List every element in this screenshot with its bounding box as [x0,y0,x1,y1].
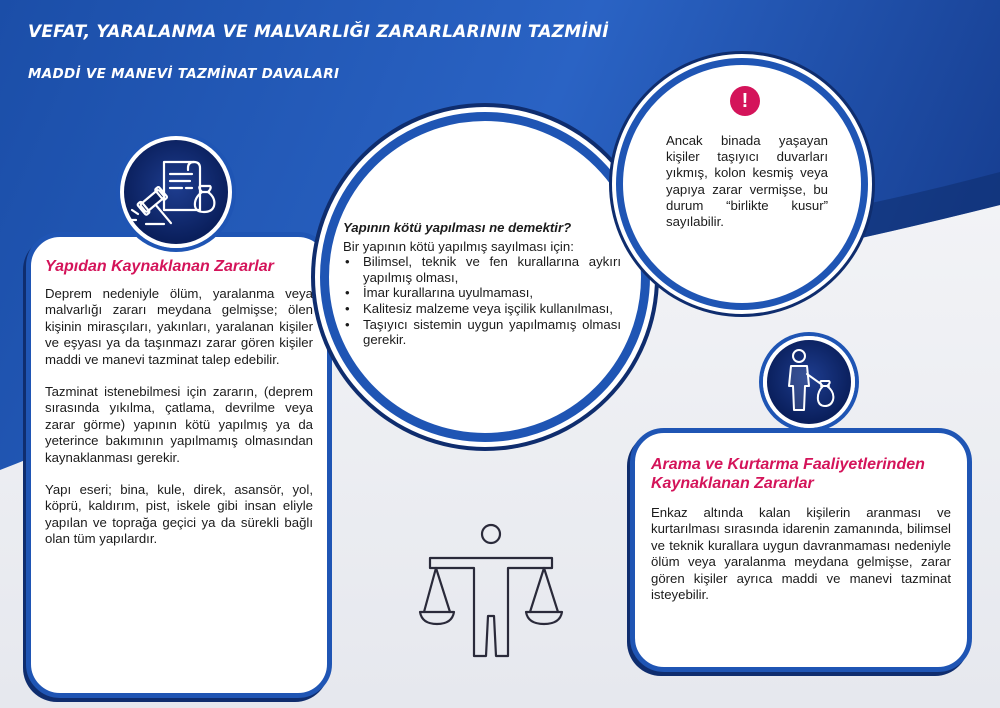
gavel-document-moneybag-icon [120,136,232,248]
right-card-heading: Arama ve Kurtarma Faaliyetlerinden Kaynaklanan Zararlar [651,456,925,492]
left-card-paragraph: Deprem nedeniyle ölüm, yaralanma veya malvarlığı zararı meydana gelmişse; ölen kişinin mirasçıları, yakınları, yaralanan kişiler ve eşyası ya da taşınmazı zarar gören kişiler maddi ve manevi tazminat talep edebilir. [45,286,313,367]
center-list [343,254,621,348]
list-item: • Kalitesiz malzeme veya işçilik kullanılması, [343,301,621,317]
exclamation-icon: ! [730,86,760,116]
left-info-card [26,232,332,698]
list-item: • İmar kurallarına uyulmaması, [343,285,621,301]
right-card-body: Enkaz altında kalan kişilerin aranması ve kurtarılması sırasında idarenin zamanında, bilimsel ve teknik kurallara uygun davranmaması nedeniyle ölüm veya yaralanma meydana gelmişse, zarar gören kişiler ayrıca maddi ve manevi tazminat isteyebilir. [651,505,951,603]
person-balance-scale-icon [416,520,566,660]
left-card-paragraph: Tazminat istenebilmesi için zararın, (deprem sırasında yıkılma, çatlama, devrilme veya zarar görme) yapının kötü yapılmış ya da yeterince bakımının yapılmamış olmasından kaynaklanması gerekir. [45,384,313,465]
center-circle-content [343,220,621,348]
list-item: • Bilimsel, teknik ve fen kurallarına aykırı yapılmış olması, [343,254,621,285]
left-card-paragraph: Yapı eseri; bina, kule, direk, asansör, yol, köprü, kaldırım, pist, iskele gibi insan eliyle yapılan ve toprağa geçici ya da sürekli bağlı olan tüm yapılardır. [45,482,313,547]
top-right-text: Ancak binada yaşayan kişiler taşıyıcı duvarları yıkmış, kolon kesmiş veya yapıya zarar vermişse, bu durum “birlikte kusur” sayılabilir. [666,133,828,230]
center-heading: Yapının kötü yapılması ne demektir? [343,220,572,235]
page-subtitle: MADDİ VE MANEVİ TAZMİNAT DAVALARI [28,66,340,82]
center-intro: Bir yapının kötü yapılmış sayılması için: [343,238,574,254]
left-card-heading: Yapıdan Kaynaklanan Zararlar [45,258,274,275]
list-item: • Taşıyıcı sistemin uygun yapılmamış olması gerekir. [343,317,621,348]
person-moneybag-icon [763,336,855,428]
left-card-body [45,286,313,548]
page-title: VEFAT, YARALANMA VE MALVARLIĞI ZARARLARININ TAZMİNİ [28,22,609,42]
right-info-card [630,428,972,672]
